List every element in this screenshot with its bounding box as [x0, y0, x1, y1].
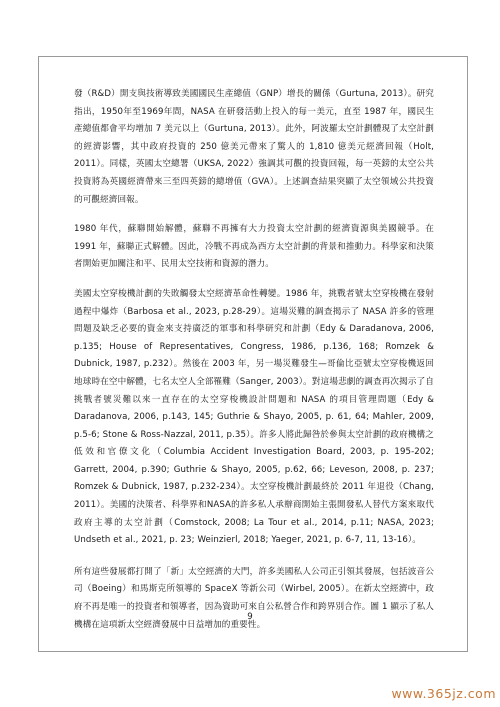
document-body [74, 86, 434, 647]
page-number: 9 [247, 612, 253, 622]
paragraph-soviet-collapse: 1980 年代，蘇聯開始解體，蘇聯不再擁有大力投資太空計劃的經濟資源與美國競爭。在 1991 年，蘇聯正式解體。因此，冷戰不再成為西方太空計劃的背景和推動力。科學家和決策者開始更加關注和平、民用太空技術和資源的潛力。 [74, 224, 434, 270]
paragraph-new-space-economy: 所有這些發展都打開了「新」太空經濟的大門，許多美國私人公司正引領其發展，包括波音公司（Boeing）和馬斯克所領導的 SpaceX 等新公司（Wirbel, 2005）。在新太空經濟中，政府不再是唯一的投資者和領導者，因為資助可來自公私營合作和跨界別合作。圖 1 顯示了私人機構在這項新太空經濟發展中日益增加的重要性。 [74, 566, 434, 630]
paragraph-shuttle-failures: 美國太空穿梭機計劃的失敗觸發太空經濟革命性轉變。1986 年，挑戰者號太空穿梭機在發射過程中爆炸（Barbosa et al., 2023, p.28-29）。這場災難的調查揭示了 NASA 許多的管理問題及缺乏必要的資金來支持廣泛的軍事和科學研究和計劃（Edy & Daradanova, 2006, p.135; House of Representatives, Congress, 1986, p.136, 168; Romzek & Dubnick, 1987, p.232）。然後在 2003 年，另一場災難發生—哥倫比亞號太空穿梭機返回地球時在空中解體，七名太空人全部罹難（Sanger, 2003）。對這場悲劇的調查再次揭示了自挑戰者號災難以來一直存在的太空穿梭機設計問題和 NASA 的項目管理問題（Edy & Daradanova, 2006, p.143, 145; Guthrie & Shayo, 2005, p. 61, 64; Mahler, 2009, p.5-6; Stone & Ross-Nazzal, 2011, p.35）。許多人將此歸咎於參與太空計劃的政府機構之低效和官僚文化（Columbia Accident Investigation Board, 2003, p. 195-202; Garrett, 2004, p.390; Guthrie & Shayo, 2005, p.62, 66; Leveson, 2008, p. 237; Romzek & Dubnick, 1987, p.232-234）。太空穿梭機計劃最終於 2011 年退役（Chang, 2011）。美國的決策者、科學界和NASA的許多私人承辦商開始主張開發私人替代方案來取代政府主導的太空計劃（Comstock, 2008; La Tour et al., 2014, p.11; NASA, 2023; Undseth et al., 2021, p. 23; Weinzierl, 2018; Yaeger, 2021, p. 6-7, 11, 13-16）。 [74, 288, 434, 546]
paragraph-rd-economic-returns: 發（R&D）開支與技術導致美國國民生產總值（GNP）增長的關係（Gurtuna, 2013）。研究指出，1950年至1969年間，NASA 在研發活動上投入的每一美元，直至 1987 年，國民生產總值都會平均增加 7 美元以上（Gurtuna, 2013）。此外，阿波羅太空計劃體現了太空計劃的經濟影響，其中政府投資的 250 億美元帶來了驚人的 1,810 億美元經濟回報（Holt, 2011）。同樣，英國太空總署（UKSA, 2022）強調其可觀的投資回報，每一英鎊的太空公共投資將為英國經濟帶來三至四英鎊的總增值（GVA）。上述調查結果突顯了太空領域公共投資的可觀經濟回報。 [74, 89, 434, 205]
site-watermark: www.365jz.com [391, 686, 496, 701]
